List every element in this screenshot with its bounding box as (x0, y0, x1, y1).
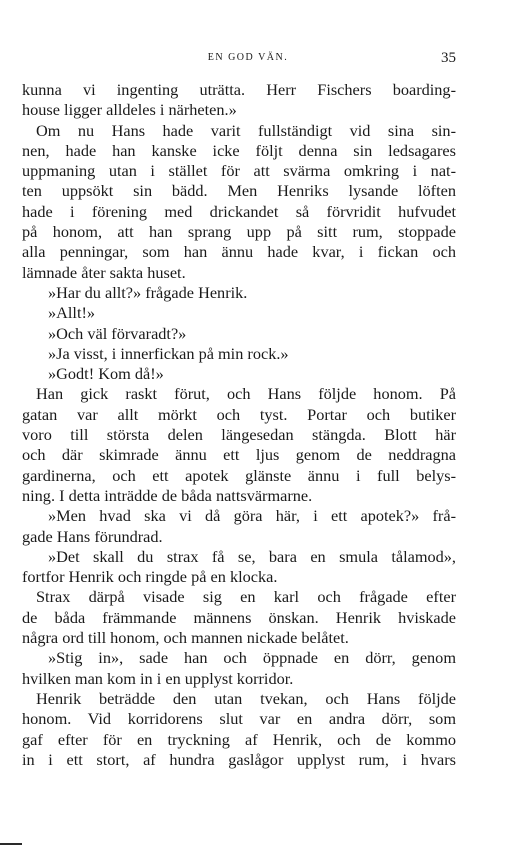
text-line: »Stig in», sade han och öppnade en dörr, genom (48, 648, 456, 668)
text-line: »Det skall du strax få se, bara en smula tålamod», (48, 546, 456, 566)
text-line: honom. Vid korridorens slut var en andra dörr, som (22, 709, 456, 729)
text-line: kunna vi ingenting uträtta. Herr Fischers boarding- (22, 80, 456, 99)
text-line: på honom, att han sprang upp på sitt rum, stoppade (22, 222, 456, 242)
text-line: uppmaning utan i stället för att svärma omkring i nat- (22, 161, 456, 181)
text-line: några ord till honom, och mannen nickade belåtet. (22, 628, 349, 648)
text-line: »Allt!» (48, 303, 96, 323)
text-line: Om nu Hans hade varit fullständigt vid sina sin- (36, 120, 456, 140)
text-line: »Och väl förvaradt?» (48, 323, 187, 343)
text-line: alla penningar, som han ännu hade kvar, i fickan och (22, 242, 456, 262)
text-line: gade Hans förundrad. (22, 526, 163, 546)
text-line: de båda främmande männens önskan. Henrik hviskade (22, 607, 456, 627)
text-line: »Godt! Kom då!» (48, 364, 164, 384)
body-text (22, 80, 456, 770)
running-title: EN GOD VÄN. (207, 52, 289, 63)
text-line: ning. I detta inträdde de båda nattsvärmarne. (22, 485, 313, 505)
text-line: Henrik beträdde den utan tvekan, och Hans följde (36, 688, 456, 708)
text-line: hade i förening med drickandet så förvridit hufvudet (22, 201, 456, 221)
text-line: gardinerna, och ett apotek glänste ännu i full belys- (22, 465, 456, 485)
text-line: gatan var allt mörkt och tyst. Portar och butiker (22, 404, 456, 424)
text-line: lämnade åter sakta huset. (22, 262, 186, 282)
text-line: voro till största delen längesedan stängda. Blott här (22, 425, 456, 445)
text-line: in i ett stort, af hundra gaslågor upplyst rum, i hvars (22, 749, 456, 769)
text-line: Han gick raskt förut, och Hans följde honom. På (36, 384, 456, 404)
text-line: »Men hvad ska vi då göra här, i ett apotek?» frå- (48, 506, 456, 526)
text-line: nen, hade han kanske icke följt denna sin ledsagares (22, 140, 456, 160)
text-line: gaf efter för en tryckning af Henrik, och de kommo (22, 729, 456, 749)
text-line: »Ja visst, i innerfickan på min rock.» (48, 343, 289, 363)
edge-mark (0, 843, 22, 845)
text-line: house ligger alldeles i närheten.» (22, 100, 237, 120)
text-line: »Har du allt?» frågade Henrik. (48, 282, 248, 302)
text-line: ten uppsökt sin bädd. Men Henriks lysande löften (22, 181, 456, 201)
text-line: hvilken man kom in i en upplyst korridor. (22, 668, 294, 688)
running-head (40, 52, 456, 72)
page-number: 35 (441, 50, 456, 66)
text-line: och där skimrade ännu ett ljus genom de neddragna (22, 445, 456, 465)
text-line: Strax därpå visade sig en karl och frågade efter (36, 587, 456, 607)
text-line: fortfor Henrik och ringde på en klocka. (22, 567, 278, 587)
